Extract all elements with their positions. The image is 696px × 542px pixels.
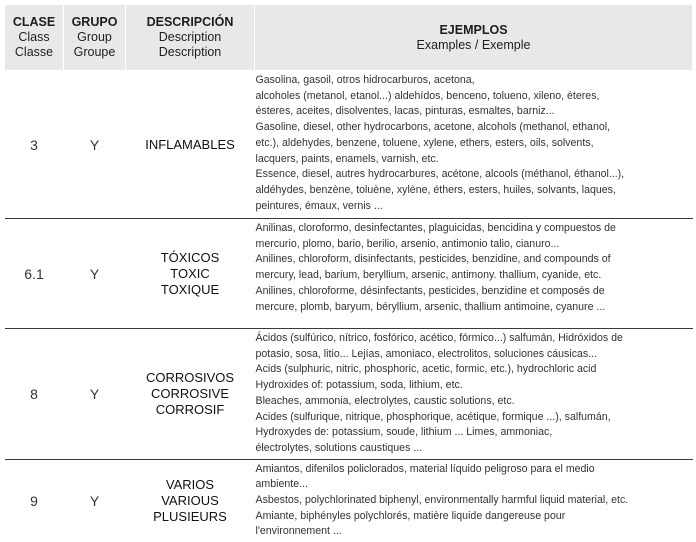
ejemplo-line: Ácidos (sulfúrico, nítrico, fosfórico, acético, fórmico...) salfumán, Hidróxidos de [255,332,623,344]
ejemplo-line: Hydroxides of: potassium, soda, lithium, etc. [255,379,463,392]
ejemplo-line: Asbestos, polychlorinated biphenyl, environmentally harmful liquid material, etc. [255,494,629,507]
ejemplo-line: mercury, lead, barium, beryllium, arsenic, antimony. thallium, cyanide, etc. [255,269,602,282]
header-clase-fr: Classe [14,45,54,59]
table-row [5,459,693,542]
ejemplo-line: Anilinas, cloroformo, desinfectantes, plaguicidas, bencidina y compuestos de [255,222,616,234]
ejemplo-line: Anilines, chloroform, disinfectants, pesticides, benzidine, and compounds of [255,253,611,266]
descripcion-line: TOXIC [170,265,210,281]
descripcion-line: VARIOUS [161,492,219,508]
row-ejemplos [255,219,693,329]
ejemplo-line: Gasoline, diesel, other hydrocarbons, acetone, alcohols (methanol, ethanol, [255,121,611,134]
header-descripcion [126,5,255,71]
row-ejemplos [255,329,693,460]
header-grupo-fr: Groupe [73,45,116,59]
descripcion-line: CORROSIF [155,401,225,417]
ejemplo-line: Hydroxydes de: potassium, soude, lithium ... Limes, ammoniac, [255,426,553,439]
ejemplo-line: potasio, sosa, litio... Lejías, amoniaco, electrolitos, soluciones cáusicas... [255,347,598,360]
ejemplo-line: etc.), aldehydes, benzene, toluene, xylene, ethers, esters, oils, solvents, [255,136,594,149]
ejemplo-line: Amiante, biphényles polychlorés, matière liquide dangereuse pour [255,509,566,522]
header-ejemplos-es: EJEMPLOS [439,22,508,37]
ejemplo-line: Essence, diesel, autres hydrocarbures, acétone, alcools (méthanol, éthanol...), [255,168,625,181]
ejemplo-line: ésteres, aceites, disolventes, lacas, pinturas, esmaltes, barniz... [255,105,555,118]
header-clase [5,5,64,71]
descripcion-line: TÓXICOS [160,249,220,265]
ejemplo-line: mercure, plomb, baryum, béryllium, arsenic, thallium antimoine, cyanure ... [255,300,606,313]
descripcion-line: INFLAMABLES [145,136,235,152]
header-grupo-en: Group [77,30,112,44]
header-ejemplos [255,5,693,71]
row-descripcion [126,71,255,219]
header-ejemplos-en-fr: Examples / Exemple [416,37,531,52]
header-descripcion-fr: Description [158,45,222,59]
ejemplo-line: alcoholes (metanol, etanol...) aldehídos, benceno, tolueno, xileno, éteres, [255,89,600,102]
header-clase-en: Class [18,30,50,44]
ejemplo-line: Acids (sulphuric, nitric, phosphoric, acetic, formic, etc.), hydrochloric acid [255,363,597,376]
table-row [5,219,693,329]
header-descripcion-es: DESCRIPCIÓN [146,15,234,29]
row-grupo: Y [89,492,100,509]
header-grupo [64,5,126,71]
ejemplo-line: aldéhydes, benzène, toluène, xylène, éthers, esters, huiles, solvants, laques, [255,183,616,196]
descripcion-line: PLUSIEURS [153,508,227,524]
ejemplo-line: Anilines, chloroforme, désinfectants, pesticides, benzidine et composés de [255,284,605,297]
row-ejemplos [255,459,693,542]
table-row [5,71,693,219]
ejemplo-line: l'environnement ... [255,525,342,538]
row-clase: 8 [5,329,64,460]
table-header-row [5,5,693,71]
descripcion-line: TOXIQUE [160,281,220,297]
row-descripcion [126,459,255,542]
header-descripcion-en: Description [158,30,222,44]
descripcion-line: CORROSIVE [150,385,229,401]
row-grupo: Y [64,329,126,460]
row-clase: 6.1 [5,219,64,329]
hazard-class-table [4,4,693,542]
descripcion-line: VARIOS [165,476,215,492]
header-grupo-es: GRUPO [71,15,118,29]
ejemplo-line: Gasolina, gasoil, otros hidrocarburos, acetona, [255,74,475,86]
row-clase: 9 [30,492,38,509]
row-descripcion [126,329,255,460]
ejemplo-line: lacquers, paints, enamels, varnish, etc. [255,152,439,165]
ejemplo-line: Acides (sulfurique, nitrique, phosphorique, acétique, formique ...), salfumán, [255,410,611,423]
row-grupo: Y [64,219,126,329]
ejemplo-line: électrolytes, solutions caustiques ... [255,441,423,454]
row-ejemplos [255,71,693,219]
row-clase: 3 [5,71,64,219]
header-clase-es: CLASE [12,15,56,29]
ejemplo-line: Bleaches, ammonia, electrolytes, caustic solutions, etc. [255,394,515,407]
table-row [5,329,693,460]
row-grupo: Y [64,71,126,219]
ejemplo-line: Amiantos, difenilos policlorados, material líquido peligroso para el medio [255,462,595,475]
ejemplo-line: mercurio, plomo, bario, berilio, arsenio, antimonio talio, cianuro... [255,237,560,250]
ejemplo-line: ambiente... [255,478,308,491]
descripcion-line: CORROSIVOS [145,369,235,385]
row-descripcion [126,219,255,329]
ejemplo-line: peintures, émaux, vernis ... [255,199,383,212]
